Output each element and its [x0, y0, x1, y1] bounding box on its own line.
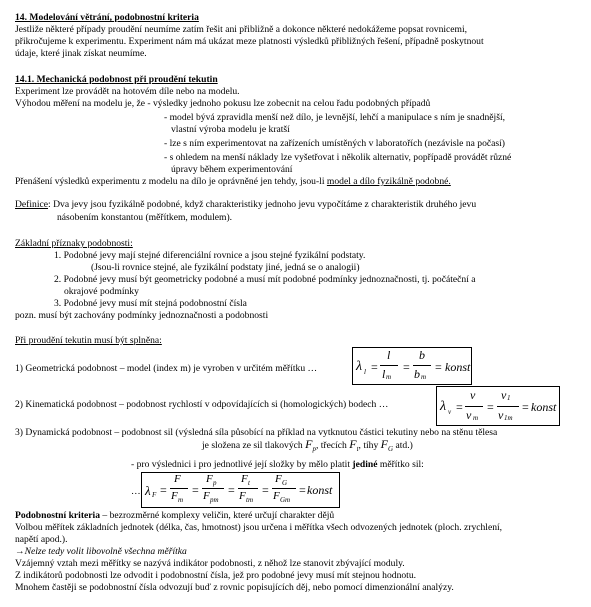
experiment-line: Experiment lze provádět na hotovém díle nebo na modelu. [15, 86, 240, 97]
intro-line-1: Jestliže některé případy proudění neumíme zatím řešit ani přibližně a dokonce některé nedokážeme popsat rovnicemi, [15, 24, 468, 35]
criteria-line-3: napětí apod.). [15, 534, 68, 545]
right-arrow-icon: → [15, 546, 25, 557]
criteria-arrow-line: →Nelze tedy volit libovolně všechna měřítka [15, 546, 187, 557]
criteria-line: Podobnostní kriteria – bezrozměrné komplexy veličin, které určují charakter dějů [15, 510, 335, 521]
intro-line-3: údaje, které jinak získat neumíme. [15, 48, 147, 59]
definition-line-1: Definice: Dva jevy jsou fyzikálně podobné, když charakteristiky jednoho jevu vypočítáme z charakteristik druhého jevu [15, 199, 477, 210]
flow-title: Při proudění tekutin musí být splněna: [15, 335, 162, 346]
sign-1-note: (Jsou-li rovnice stejné, ale fyzikální podstaty jiné, jedná se o analogii) [91, 262, 360, 273]
advantage-bullet-1: - model bývá zpravidla menší než dílo, je levnější, lehčí a manipulace s ním je snadnější, [164, 112, 506, 123]
dynamic-similarity-line: 3) Dynamická podobnost – podobnost sil (výsledná síla působící na příklad na vytknutou částici tekutiny nebo na stěnu tělesa [15, 427, 498, 438]
criteria-line-2: Volbou měřítek základních jednotek (délka, čas, hmotnost) jsou určena i měřítka všech odvozených jednotek (ploch. zrychlení, [15, 522, 503, 533]
kinematic-similarity-line: 2) Kinematická podobnost – podobnost rychlostí v odpovídajících si (homologických) bodech … [15, 399, 389, 410]
advantage-bullet-3b: úpravy během experimentování [171, 164, 293, 175]
dynamic-forces-line: je složena ze sil tlakových $F_p$, třecích $F_t$, tíhy $F_G$ atd.) [202, 437, 413, 453]
sign-2b: okrajové podmínky [64, 286, 139, 297]
force-formula-dots: … [131, 486, 141, 497]
signs-title: Základní příznaky podobnosti: [15, 238, 133, 249]
sign-1: 1. Podobné jevy mají stejné diferenciální rovnice a jsou stejné fyzikální podstaty. [54, 250, 366, 261]
sign-2: 2. Podobné jevy musí být geometricky podobné a musí mít podobné podmínky jednoznačnosti, tj. počáteční a [54, 274, 476, 285]
criteria-label: Podobnostní kriteria [15, 510, 101, 521]
transfer-line: Přenášení výsledků experimentu z modelu na dílo je oprávněné jen tehdy, jsou-li model a dílo fyzikálně podobné. [15, 176, 451, 187]
geometric-formula-box: λ l = l l m = b b m = konst [352, 347, 472, 385]
advantage-bullet-2: - lze s ním experimentovat na zařízeních umístěných v laboratořích (nezávisle na počasí) [164, 138, 505, 149]
criteria-line-6: Z indikátorů podobnosti lze odvodit i podobnostní čísla, jež pro podobné jevy musí mít stejnou hodnotu. [15, 570, 417, 581]
criteria-line-5: Vzájemný vztah mezi měřítky se nazývá indikátor podobnosti, z něhož lze stanovit zbývající moduly. [15, 558, 405, 569]
intro-line-2: přikročujeme k experimentu. Experiment nám má ukázat meze platnosti výsledků přibližných řešení, případně poskytnout [15, 36, 484, 47]
section-14-title: 14. Modelování větrání, podobnostní kriteria [15, 12, 199, 23]
definition-line-2: násobením konstantou (měřítkem, modulem). [57, 212, 233, 223]
definition-label: Definice [15, 199, 49, 210]
geometric-similarity-line: 1) Geometrická podobnost – model (index m) je vyroben v určitém měřítku … [15, 363, 318, 374]
section-14-1-title: 14.1. Mechanická podobnost při proudění tekutin [15, 74, 218, 85]
sign-3: 3. Podobné jevy musí mít stejná podobnostní čísla [54, 298, 247, 309]
criteria-line-7: Mnohem častěji se podobnostní čísla odvozují buď z rovnic popisujících děj, nebo pomocí dimenzionální analýzy. [15, 582, 454, 593]
advantage-bullet-1b: vlastní výroba modelu je kratší [171, 124, 290, 135]
kinematic-formula-box: λ v = v v m = v 1 v 1m = konst [436, 386, 560, 426]
advantage-line: Výhodou měření na modelu je, že - výsledky jednoho pokusu lze zobecnit na celou řadu podobných případů [15, 98, 431, 109]
signs-note: pozn. musí být zachovány podmínky jednoznačnosti a podobnosti [15, 310, 269, 321]
force-formula-box: λ F = F F m = F p F pm = F t F tm = F G F Gm = konst [141, 472, 340, 508]
transfer-underlined: model a dílo fyzikálně podobné. [326, 176, 451, 187]
single-scale-line: - pro výslednici i pro jednotlivé její složky by mělo platit jediné měřítko sil: [131, 459, 424, 470]
advantage-bullet-3: - s ohledem na menší náklady lze vyšetřovat i několik alternativ, popřípadě provádět různé [164, 152, 512, 163]
